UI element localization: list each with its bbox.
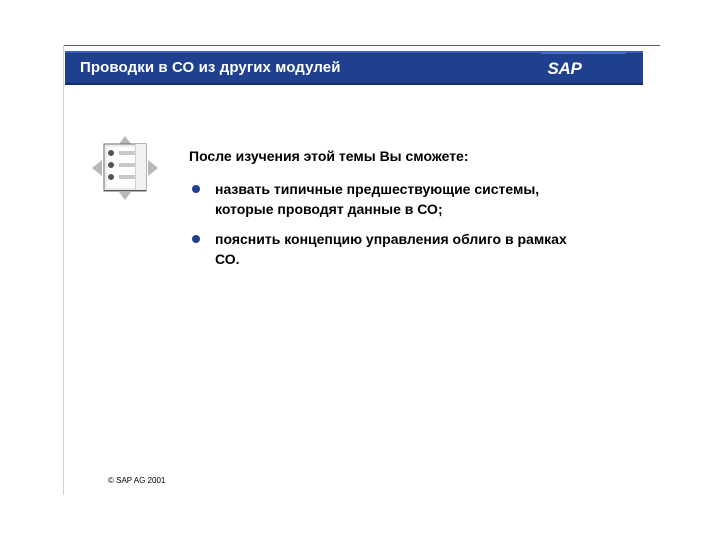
sap-logo-text: SAP	[547, 59, 582, 78]
bullet-icon	[192, 185, 200, 193]
copyright: © SAP AG 2001	[108, 476, 166, 485]
objective-item	[189, 179, 609, 219]
objectives-content	[189, 148, 609, 279]
slide	[63, 45, 660, 495]
slide-title: Проводки в СО из других модулей	[80, 59, 341, 76]
sap-logo	[541, 52, 627, 80]
bullet-icon	[192, 235, 200, 243]
left-rule	[63, 45, 64, 495]
objectives-intro: После изучения этой темы Вы сможете:	[189, 148, 469, 164]
objective-item	[189, 229, 609, 269]
top-rule	[63, 45, 660, 46]
objective-text: пояснить концепцию управления облиго в рамках СО.	[215, 231, 567, 267]
objectives-list-icon	[91, 134, 159, 202]
objective-text: назвать типичные предшествующие системы, которые проводят данные в СО;	[215, 181, 540, 217]
